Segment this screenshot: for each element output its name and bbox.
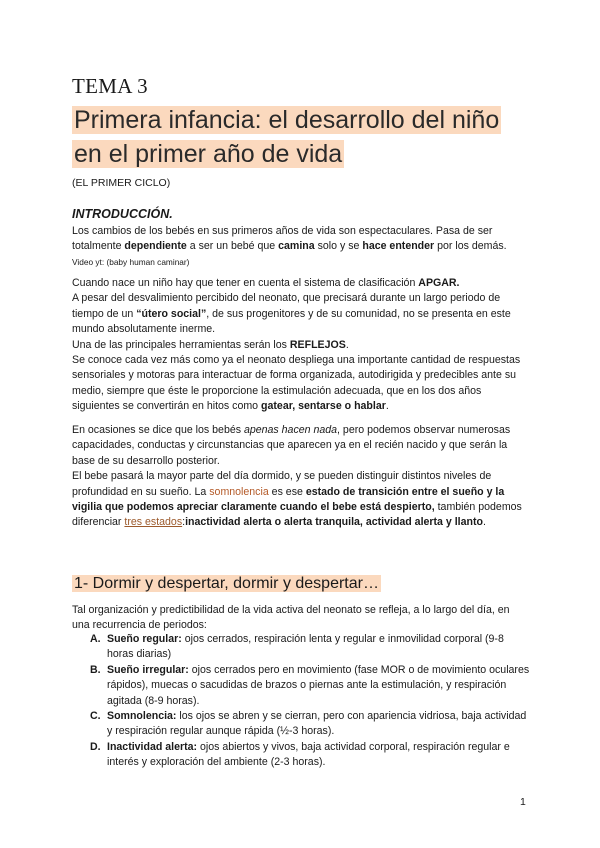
tema-label: TEMA 3 xyxy=(72,74,148,98)
subtitle: (EL PRIMER CICLO) xyxy=(72,177,171,189)
page-title xyxy=(72,103,532,171)
list-item: A. Sueño regular: ojos cerrados, respiración lenta y regular e inmovilidad corporal (9-8 horas diarias) xyxy=(90,633,504,661)
intro-paragraph-2: Cuando nace un niño hay que tener en cuenta el sistema de clasificación APGAR. A pesar del desvalimiento percibido del neonato, que precisará durante un largo periodo de tiempo de un “útero social”, de sus progenitores y de su comunidad, no se presenta en este mundo absolutamente inerme. Una de las principales herramientas serán los REFLEJOS. Se conoce cada vez más como ya el neonato despliega una importante cantidad de respuestas sensoriales y motoras para interactuar de forma organizada, autodirigida y predecibles ante su medio, siempre que éste le proporcione la estimulación adecuada, que en los dos años siguientes se convertirán en hitos como gatear, sentarse o hablar. xyxy=(72,277,521,413)
title-line-2: en el primer año de vida xyxy=(74,140,343,168)
tres-estados-link[interactable]: tres estados xyxy=(124,516,183,529)
intro-paragraph-1: Los cambios de los bebés en sus primeros años de vida son espectaculares. Pasa de ser totalmente dependiente a ser un bebé que camina solo y se hace entender por los demás. Video yt: (baby human caminar) xyxy=(72,225,507,267)
sleep-states-list xyxy=(72,632,532,771)
intro-heading: INTRODUCCIÓN. xyxy=(72,207,173,221)
somnolencia-term: somnolencia xyxy=(209,485,269,498)
title-line-1: Primera infancia: el desarrollo del niño xyxy=(74,106,500,134)
section-1-heading: 1- Dormir y despertar, dormir y despertar… xyxy=(74,575,379,592)
intro-paragraph-3: En ocasiones se dice que los bebés apenas hacen nada, pero podemos observar numerosas capacidades, conductas y circunstancias que aparecen ya en el recién nacido y que serán la base de su desarrollo posterior. El bebe pasará la mayor parte del día dormido, y se pueden distinguir distintos niveles de profundidad en su sueño. La somnolencia es ese estado de transición entre el sueño y la vigilia que podemos apreciar claramente cuando el bebe está despierto, también podemos diferenciar tres estados:inactividad alerta o alerta tranquila, actividad alerta y llanto. xyxy=(72,424,522,529)
video-note: Video yt: (baby human caminar) xyxy=(72,256,190,267)
list-item: C. Somnolencia: los ojos se abren y se cierran, pero con apariencia vidriosa, baja actividad y respiración regular aunque rápida (½-3 horas). xyxy=(90,710,527,738)
section-1-paragraph: Tal organización y predictibilidad de la vida activa del neonato se refleja, a lo largo del día, en una recurrencia de periodos: xyxy=(72,604,510,632)
page-number: 1 xyxy=(520,796,526,808)
list-item: B. Sueño irregular: ojos cerrados pero en movimiento (fase MOR o de movimiento oculares rápidos), muecas o sacudidas de brazos o piernas ante la estimulación, y respiración agitada (8-9 horas). xyxy=(90,663,530,707)
list-item: D. Inactividad alerta: ojos abiertos y vivos, baja actividad corporal, respiración regular e interés y exploración del ambiente (2-3 horas). xyxy=(90,740,510,769)
